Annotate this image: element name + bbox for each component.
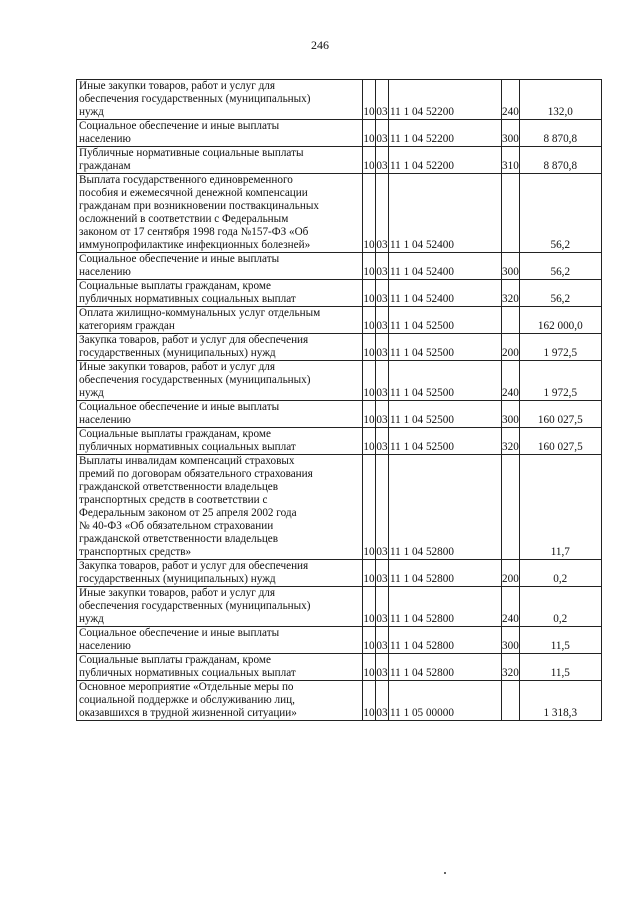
expense-name-line: населению	[79, 133, 131, 145]
expense-name-line: законом от 17 сентября 1998 года №157-ФЗ «Об	[79, 226, 309, 238]
table-row	[77, 560, 602, 587]
expense-name-cell	[77, 80, 363, 120]
expense-name-line: Выплаты инвалидам компенсаций страховых	[79, 455, 295, 467]
expense-name-line: Социальное обеспечение и иные выплаты	[79, 401, 280, 413]
expense-type-cell	[502, 307, 520, 334]
expense-name-line: гражданской ответственности владельцев	[79, 481, 279, 493]
expense-name-line: обеспечения государственных (муниципальных)	[79, 600, 311, 612]
target-article-cell: 11 1 05 00000	[389, 681, 502, 721]
section-code-cell: 10	[363, 361, 376, 401]
expense-name-cell	[77, 627, 363, 654]
expense-type-cell: 310	[502, 147, 520, 174]
expense-name-line: пособия и ежемесячной денежной компенсации	[79, 187, 308, 199]
expense-name-cell	[77, 174, 363, 253]
expense-name-line: № 40-ФЗ «Об обязательном страховании	[79, 520, 274, 532]
table-row	[77, 280, 602, 307]
expense-type-cell: 320	[502, 428, 520, 455]
expense-name-cell	[77, 361, 363, 401]
subsection-code-cell: 03	[376, 627, 389, 654]
amount-cell: 11,7	[519, 455, 601, 560]
expense-type-cell: 200	[502, 560, 520, 587]
expense-name-line: обеспечения государственных (муниципальных)	[79, 374, 311, 386]
subsection-code-cell: 03	[376, 587, 389, 627]
table-row	[77, 174, 602, 253]
amount-cell: 0,2	[519, 560, 601, 587]
subsection-code-cell: 03	[376, 147, 389, 174]
amount-cell: 8 870,8	[519, 147, 601, 174]
expense-type-cell	[502, 681, 520, 721]
amount-cell: 160 027,5	[519, 401, 601, 428]
expense-name-line: нужд	[79, 613, 104, 625]
section-code-cell: 10	[363, 401, 376, 428]
expense-name-line: государственных (муниципальных) нужд	[79, 573, 276, 585]
budget-table	[76, 79, 602, 721]
expense-name-cell	[77, 334, 363, 361]
subsection-code-cell: 03	[376, 361, 389, 401]
expense-name-line: Основное мероприятие «Отдельные меры по	[79, 681, 294, 693]
expense-name-line: Социальные выплаты гражданам, кроме	[79, 428, 271, 440]
expense-type-cell: 300	[502, 627, 520, 654]
target-article-cell: 11 1 04 52800	[389, 560, 502, 587]
section-code-cell: 10	[363, 80, 376, 120]
expense-name-line: Публичные нормативные социальные выплаты	[79, 147, 304, 159]
expense-name-line: населению	[79, 266, 131, 278]
amount-cell: 1 972,5	[519, 361, 601, 401]
target-article-cell: 11 1 04 52200	[389, 80, 502, 120]
subsection-code-cell: 03	[376, 120, 389, 147]
amount-cell: 11,5	[519, 627, 601, 654]
section-code-cell: 10	[363, 307, 376, 334]
expense-name-cell	[77, 280, 363, 307]
expense-name-line: социальной поддержке и обслуживанию лиц,	[79, 694, 295, 706]
section-code-cell: 10	[363, 174, 376, 253]
expense-type-cell: 320	[502, 280, 520, 307]
expense-name-cell	[77, 307, 363, 334]
expense-name-line: транспортных средств»	[79, 546, 192, 558]
expense-name-line: оказавшихся в трудной жизненной ситуации»	[79, 707, 297, 719]
subsection-code-cell: 03	[376, 401, 389, 428]
section-code-cell: 10	[363, 120, 376, 147]
section-code-cell: 10	[363, 654, 376, 681]
table-row	[77, 681, 602, 721]
target-article-cell: 11 1 04 52400	[389, 280, 502, 307]
expense-name-cell	[77, 120, 363, 147]
section-code-cell: 10	[363, 253, 376, 280]
page-number: 246	[311, 38, 329, 52]
expense-type-cell: 200	[502, 334, 520, 361]
subsection-code-cell: 03	[376, 307, 389, 334]
section-code-cell: 10	[363, 147, 376, 174]
expense-name-line: осложнений в соответствии с Федеральным	[79, 213, 289, 225]
amount-cell: 1 318,3	[519, 681, 601, 721]
amount-cell: 56,2	[519, 174, 601, 253]
expense-name-line: публичных нормативных социальных выплат	[79, 667, 296, 679]
target-article-cell: 11 1 04 52400	[389, 174, 502, 253]
section-code-cell: 10	[363, 560, 376, 587]
expense-type-cell: 320	[502, 654, 520, 681]
subsection-code-cell: 03	[376, 80, 389, 120]
expense-name-line: Федеральным законом от 25 апреля 2002 года	[79, 507, 297, 519]
section-code-cell: 10	[363, 587, 376, 627]
expense-name-line: Выплата государственного единовременного	[79, 174, 293, 186]
expense-type-cell	[502, 174, 520, 253]
expense-name-cell	[77, 681, 363, 721]
subsection-code-cell: 03	[376, 253, 389, 280]
expense-name-cell	[77, 428, 363, 455]
target-article-cell: 11 1 04 52500	[389, 334, 502, 361]
expense-name-line: обеспечения государственных (муниципальных)	[79, 93, 311, 105]
amount-cell: 0,2	[519, 587, 601, 627]
target-article-cell: 11 1 04 52800	[389, 455, 502, 560]
subsection-code-cell: 03	[376, 280, 389, 307]
subsection-code-cell: 03	[376, 174, 389, 253]
expense-name-cell	[77, 401, 363, 428]
budget-table-body	[77, 80, 602, 721]
table-row	[77, 253, 602, 280]
amount-cell: 56,2	[519, 253, 601, 280]
amount-cell: 132,0	[519, 80, 601, 120]
expense-name-line: Социальные выплаты гражданам, кроме	[79, 654, 271, 666]
section-code-cell: 10	[363, 280, 376, 307]
expense-name-line: премий по договорам обязательного страхования	[79, 468, 313, 480]
amount-cell: 1 972,5	[519, 334, 601, 361]
section-code-cell: 10	[363, 681, 376, 721]
table-row	[77, 361, 602, 401]
section-code-cell: 10	[363, 428, 376, 455]
expense-name-line: Закупка товаров, работ и услуг для обеспечения	[79, 334, 309, 346]
expense-name-line: публичных нормативных социальных выплат	[79, 441, 296, 453]
target-article-cell: 11 1 04 52500	[389, 361, 502, 401]
table-row	[77, 120, 602, 147]
target-article-cell: 11 1 04 52800	[389, 587, 502, 627]
amount-cell: 8 870,8	[519, 120, 601, 147]
expense-type-cell: 240	[502, 80, 520, 120]
expense-name-line: нужд	[79, 106, 104, 118]
table-row	[77, 428, 602, 455]
expense-name-cell	[77, 587, 363, 627]
expense-name-line: Социальное обеспечение и иные выплаты	[79, 120, 280, 132]
expense-name-line: Социальное обеспечение и иные выплаты	[79, 627, 280, 639]
expense-name-line: категориям граждан	[79, 320, 175, 332]
table-row	[77, 80, 602, 120]
expense-name-line: Иные закупки товаров, работ и услуг для	[79, 361, 276, 373]
expense-type-cell	[502, 455, 520, 560]
expense-type-cell: 300	[502, 253, 520, 280]
expense-name-line: Социальные выплаты гражданам, кроме	[79, 280, 271, 292]
target-article-cell: 11 1 04 52500	[389, 307, 502, 334]
expense-name-line: населению	[79, 640, 131, 652]
expense-name-cell	[77, 253, 363, 280]
section-code-cell: 10	[363, 627, 376, 654]
subsection-code-cell: 03	[376, 654, 389, 681]
table-row	[77, 307, 602, 334]
expense-name-line: Закупка товаров, работ и услуг для обеспечения	[79, 560, 309, 572]
expense-type-cell: 240	[502, 361, 520, 401]
target-article-cell: 11 1 04 52500	[389, 428, 502, 455]
expense-type-cell: 300	[502, 120, 520, 147]
target-article-cell: 11 1 04 52400	[389, 253, 502, 280]
table-row	[77, 455, 602, 560]
expense-name-line: гражданской ответственности владельцев	[79, 533, 279, 545]
amount-cell: 162 000,0	[519, 307, 601, 334]
expense-name-line: Иные закупки товаров, работ и услуг для	[79, 80, 276, 92]
section-code-cell: 10	[363, 455, 376, 560]
target-article-cell: 11 1 04 52200	[389, 120, 502, 147]
table-row	[77, 654, 602, 681]
expense-name-cell	[77, 560, 363, 587]
table-row	[77, 587, 602, 627]
expense-name-cell	[77, 455, 363, 560]
table-row	[77, 401, 602, 428]
expense-name-line: Иные закупки товаров, работ и услуг для	[79, 587, 276, 599]
target-article-cell: 11 1 04 52800	[389, 627, 502, 654]
expense-name-line: государственных (муниципальных) нужд	[79, 347, 276, 359]
expense-name-line: иммунопрофилактике инфекционных болезней»	[79, 239, 311, 251]
expense-name-line: гражданам при возникновении поствакцинальных	[79, 200, 319, 212]
subsection-code-cell: 03	[376, 428, 389, 455]
scan-speck	[444, 872, 446, 874]
expense-type-cell: 300	[502, 401, 520, 428]
expense-name-line: нужд	[79, 387, 104, 399]
section-code-cell: 10	[363, 334, 376, 361]
expense-name-cell	[77, 147, 363, 174]
table-row	[77, 334, 602, 361]
expense-name-line: населению	[79, 414, 131, 426]
expense-name-line: публичных нормативных социальных выплат	[79, 293, 296, 305]
expense-name-line: транспортных средств в соответствии с	[79, 494, 268, 506]
subsection-code-cell: 03	[376, 681, 389, 721]
amount-cell: 56,2	[519, 280, 601, 307]
subsection-code-cell: 03	[376, 455, 389, 560]
amount-cell: 160 027,5	[519, 428, 601, 455]
expense-type-cell: 240	[502, 587, 520, 627]
target-article-cell: 11 1 04 52500	[389, 401, 502, 428]
amount-cell: 11,5	[519, 654, 601, 681]
expense-name-line: Оплата жилищно-коммунальных услуг отдельным	[79, 307, 321, 319]
expense-name-line: гражданам	[79, 160, 131, 172]
target-article-cell: 11 1 04 52200	[389, 147, 502, 174]
subsection-code-cell: 03	[376, 560, 389, 587]
subsection-code-cell: 03	[376, 334, 389, 361]
table-row	[77, 627, 602, 654]
expense-name-line: Социальное обеспечение и иные выплаты	[79, 253, 280, 265]
table-row	[77, 147, 602, 174]
target-article-cell: 11 1 04 52800	[389, 654, 502, 681]
expense-name-cell	[77, 654, 363, 681]
